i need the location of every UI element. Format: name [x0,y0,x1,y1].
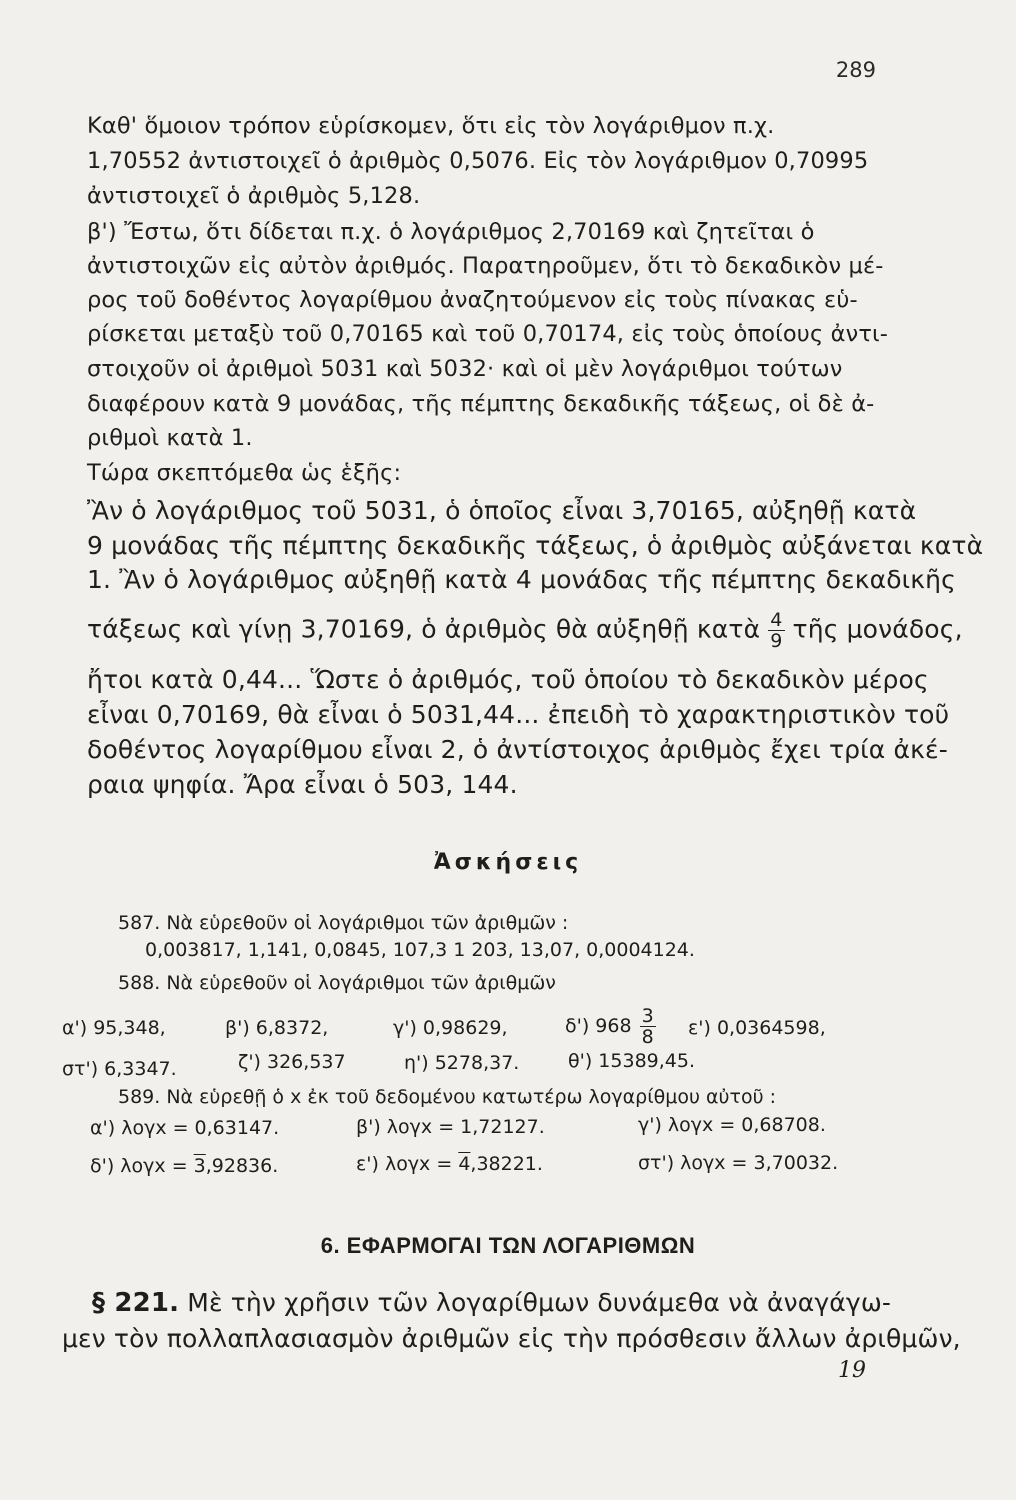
fraction-numerator: 3 [641,1005,654,1027]
exercise-589-st: στ') λογx = 3,70032. [638,1152,839,1174]
para2-line: ρίσκεται μεταξὺ τοῦ 0,70165 καὶ τοῦ 0,70174, εἰς τοὺς ὁποίους ἀντι- [87,321,889,347]
section-title: 6. ΕΦΑΡΜΟΓΑΙ ΤΩΝ ΛΟΓΑΡΙΘΜΩΝ [320,1233,696,1258]
exercise-588-b: β') 6,8372, [225,1017,329,1039]
para4-line-fraction [87,609,963,652]
exercise-588-z: ζ') 326,537 [238,1051,346,1073]
exercise-588-st: στ') 6,3347. [62,1058,177,1080]
para4-line: 9 μονάδας τῆς πέμπτης δεκαδικῆς τάξεως, ὁ ἀριθμὸς αὐξάνεται κατὰ [87,531,984,560]
exercise-589-e-mantissa: ,38221. [470,1153,543,1175]
para4-line: ἤτοι κατὰ 0,44... Ὥστε ὁ ἀριθμός, τοῦ ὁποίου τὸ δεκαδικὸν μέρος [87,665,929,694]
fraction-numerator: 4 [770,609,783,631]
para4-line: εἶναι 0,70169, θὰ εἶναι ὁ 5031,44... ἐπειδὴ τὸ χαρακτηριστικὸν τοῦ [87,700,950,729]
negative-characteristic: 3 [193,1155,206,1177]
para3-line: Τώρα σκεπτόμεθα ὡς ἑξῆς: [87,460,402,486]
para2-line: ἀντιστοιχῶν εἰς αὐτὸν ἀριθμός. Παρατηροῦμεν, ὅτι τὸ δεκαδικὸν μέ- [87,253,884,279]
exercise-588-h: η') 5278,37. [404,1052,520,1074]
fraction-denominator: 8 [641,1026,654,1048]
para4-text: τῆς μονάδος, [792,614,963,644]
exercise-589-d-mantissa: ,92836. [205,1155,279,1177]
para5-text: Μὲ τὴν χρῆσιν τῶν λογαρίθμων δυνάμεθα νὰ ἀναγάγω- [187,1288,892,1317]
fraction-3-8 [640,1006,656,1047]
signature-mark: 19 [838,1358,866,1383]
para1-line: Καθ' ὅμοιον τρόπον εὑρίσκομεν, ὅτι εἰς τὸν λογάριθμον π.χ. [87,113,775,139]
page-number: 289 [835,58,876,82]
exercise-589-title: 589. Νὰ εὑρεθῇ ὁ x ἐκ τοῦ δεδομένου κατωτέρω λογαρίθμου αὐτοῦ : [118,1086,777,1108]
exercise-589-d-label: δ') λογx = [90,1155,194,1177]
exercise-587-values: 0,003817, 1,141, 0,0845, 107,3 1 203, 13,07, 0,0004124. [145,939,695,961]
para4-line: Ἂν ὁ λογάριθμος τοῦ 5031, ὁ ὁποῖος εἶναι 3,70165, αὐξηθῇ κατὰ [87,496,917,525]
exercise-587-title: 587. Νὰ εὑρεθοῦν οἱ λογάριθμοι τῶν ἀριθμῶν : [118,912,569,934]
para2-line: διαφέρουν κατὰ 9 μονάδας, τῆς πέμπτης δεκαδικῆς τάξεως, οἱ δὲ ἀ- [87,391,875,417]
para4-line: 1. Ἂν ὁ λογάριθμος αὐξηθῇ κατὰ 4 μονάδας τῆς πέμπτης δεκαδικῆς [87,565,956,594]
exercise-589-c: γ') λογx = 0,68708. [638,1114,826,1136]
exercise-588-e: ε') 0,0364598, [688,1017,826,1039]
para1-line: ἀντιστοιχεῖ ὁ ἀριθμὸς 5,128. [87,183,421,209]
exercise-588-c: γ') 0,98629, [393,1017,508,1039]
para5-line: μεν τὸν πολλαπλασιασμὸν ἀριθμῶν εἰς τὴν πρόσθεσιν ἄλλων ἀριθμῶν, [62,1324,961,1353]
negative-characteristic: 4 [458,1153,471,1175]
exercise-589-d [90,1155,278,1177]
exercise-588-title: 588. Νὰ εὑρεθοῦν οἱ λογάριθμοι τῶν ἀριθμῶν [118,972,556,994]
para2-line: στοιχοῦν οἱ ἀριθμοὶ 5031 καὶ 5032· καὶ οἱ μὲν λογάριθμοι τούτων [87,356,843,382]
exercise-589-e-label: ε') λογx = [356,1153,459,1175]
para4-text: τάξεως καὶ γίνῃ 3,70169, ὁ ἀριθμὸς θὰ αὐξηθῇ κατὰ [87,614,761,644]
exercise-588-d-label: δ') 968 [565,1015,632,1037]
para5-line [92,1288,892,1318]
para4-line: δοθέντος λογαρίθμου εἶναι 2, ὁ ἀντίστοιχος ἀριθμὸς ἔχει τρία ἀκέ- [87,735,948,764]
fraction-4-9 [768,610,784,651]
exercise-588-a: α') 95,348, [62,1017,166,1039]
fraction-denominator: 9 [770,630,783,652]
para1-line: 1,70552 ἀντιστοιχεῖ ὁ ἀριθμὸς 0,5076. Εἰς τὸν λογάριθμον 0,70995 [87,148,869,174]
exercise-588-th: θ') 15389,45. [568,1050,695,1072]
exercises-heading: Ἀσκήσεις [433,850,583,875]
exercise-589-a: α') λογx = 0,63147. [90,1117,280,1139]
para2-line: ριθμοὶ κατὰ 1. [87,425,253,451]
exercise-589-e [356,1153,543,1175]
para2-line: ρος τοῦ δοθέντος λογαρίθμου ἀναζητούμενον εἰς τοὺς πίνακας εὑ- [87,287,858,313]
exercise-589-b: β') λογx = 1,72127. [356,1116,545,1138]
section-number: § 221. [92,1288,180,1318]
para2-line: β') Ἔστω, ὅτι δίδεται π.χ. ὁ λογάριθμος 2,70169 καὶ ζητεῖται ὁ [87,219,815,245]
exercise-588-d [565,1006,664,1047]
para4-line: ραια ψηφία. Ἄρα εἶναι ὁ 503, 144. [87,770,518,799]
